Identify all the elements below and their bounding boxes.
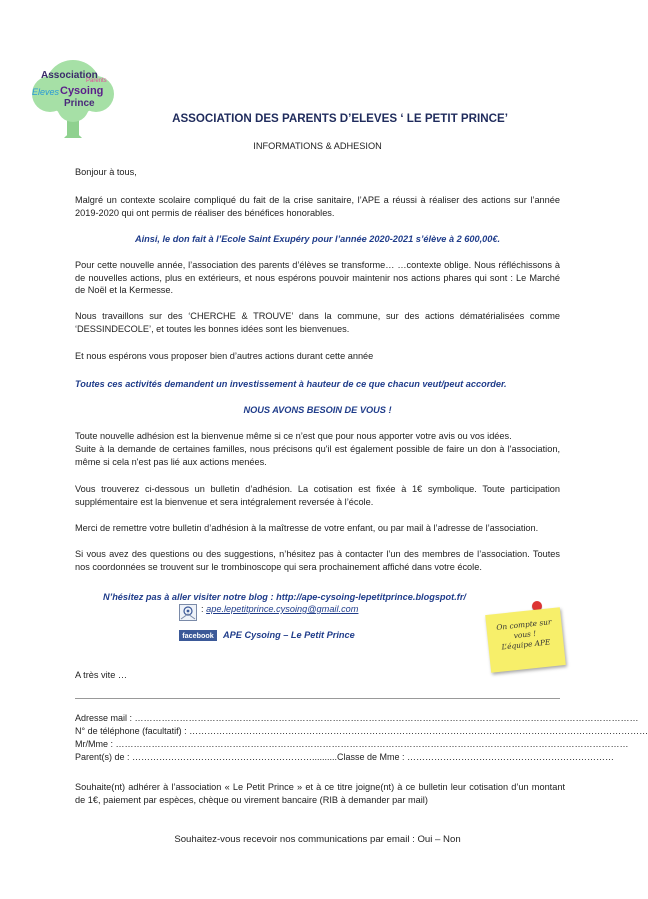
logo-text-parents: Parents [86, 78, 107, 84]
divider [75, 698, 560, 699]
form-parent-class-field[interactable]: Parent(s) de : ……………………………………………………..........Classe de Mme : …………………………………………………………… [75, 752, 615, 762]
need-you-heading: NOUS AVONS BESOIN DE VOUS ! [243, 405, 392, 415]
blog-line[interactable]: N’hésitez pas à aller visiter notre blog : http://ape-cysoing-lepetitprince.blogspot.fr/ [103, 592, 466, 602]
sticky-note-line3: L’équipe APE [501, 637, 551, 652]
donation-highlight: Ainsi, le don fait à l’Ecole Saint Exupéry pour l’année 2020-2021 s’élève à 2 600,00€. [134, 234, 501, 244]
email-link[interactable]: ape.lepetitprince.cysoing@gmail.com [206, 604, 359, 614]
form-name-field[interactable]: Mr/Mme : ……………………………………………………………………………………………………………………………………………………… [75, 739, 629, 749]
form-phone-field[interactable]: N° de téléphone (facultatif) : ……………………………………………………………………………………………………………………………………… [75, 726, 648, 736]
paragraph-new-year: Pour cette nouvelle année, l’association des parents d’élèves se transforme… …contexte oblige. Nous réfléchissons à de nouvelles actions, plus en extérieurs, et nous espérons pouvoir maintenir nos actions phares qui sont : Le Marché de Noël et la Kermesse. [75, 260, 560, 296]
facebook-icon: facebook [179, 630, 217, 641]
page-subtitle: INFORMATIONS & ADHESION [253, 141, 382, 151]
email-icon [179, 604, 197, 621]
closing: A très vite … [75, 670, 128, 680]
paragraph-activities: Nous travaillons sur des ‘CHERCHE & TROUVE’ dans la commune, sur des actions dématérialisées comme ‘DESSINDECOLE’, et toutes les bonnes idées sont les bienvenues. [75, 311, 560, 334]
logo-text-cysoing: Cysoing [60, 85, 104, 97]
sticky-note-line2: vous ! [513, 628, 537, 641]
logo-text-eleves: Eleves [32, 87, 60, 97]
paragraph-submit: Merci de remettre votre bulletin d’adhésion à la maîtresse de votre enfant, ou par mail à l’adresse de l’association. [75, 523, 539, 533]
facebook-page-name[interactable]: APE Cysoing – Le Petit Prince [223, 630, 355, 640]
logo-text-association: Association [41, 70, 98, 81]
email-row [201, 604, 358, 614]
paragraph-membership: Toute nouvelle adhésion est la bienvenue même si ce n’est que pour nous apporter votre avis ou vos idées. [75, 431, 512, 441]
sticky-note [485, 607, 566, 673]
paragraph-donation: Suite à la demande de certaines familles, nous précisons qu'il est également possible de faire un don à l'association, même si cela n'est pas lié aux actions menées. [75, 444, 560, 467]
paragraph-investment: Toutes ces activités demandent un investissement à hauteur de ce que chacun veut/peut accorder. [75, 379, 507, 389]
logo-text-prince: Prince [64, 98, 95, 109]
paragraph-context: Malgré un contexte scolaire compliqué du fait de la crise sanitaire, l’APE a réussi à réaliser des actions sur l’année 2019-2020 qui ont permis de réaliser des bénéfices honorables. [75, 195, 560, 218]
sticky-note-line1: On compte sur [495, 617, 552, 632]
paragraph-contact: Si vous avez des questions ou des suggestions, n’hésitez pas à contacter l’un des membres de l’association. Toutes nos coordonnées se trouvent sur le trombinoscope qui sera prochainement affiché dans votre école. [75, 549, 560, 572]
form-email-field[interactable]: Adresse mail : …………………………………………………………………………………………………………………………………………………… [75, 713, 639, 723]
page-title: ASSOCIATION DES PARENTS D’ELEVES ‘ LE PETIT PRINCE’ [172, 112, 508, 125]
newsletter-question[interactable]: Souhaitez-vous recevoir nos communications par email : Oui – Non [174, 834, 461, 845]
email-prefix: : [201, 604, 207, 614]
paragraph-other-actions: Et nous espérons vous proposer bien d’autres actions durant cette année [75, 351, 374, 361]
paragraph-fee: Vous trouverez ci-dessous un bulletin d’adhésion. La cotisation est fixée à 1€ symbolique. Toute participation supplémentaire est la bienvenue et sera intégralement reversée à l’école. [75, 484, 560, 507]
greeting: Bonjour à tous, [75, 167, 137, 177]
adhesion-statement: Souhaite(nt) adhérer à l’association « Le Petit Prince » et à ce titre joigne(nt) à ce bulletin leur cotisation d’un montant de 1€, paiement par espèces, chèque ou virement bancaire (RIB à demander par mail) [75, 782, 565, 805]
association-logo [28, 58, 118, 142]
